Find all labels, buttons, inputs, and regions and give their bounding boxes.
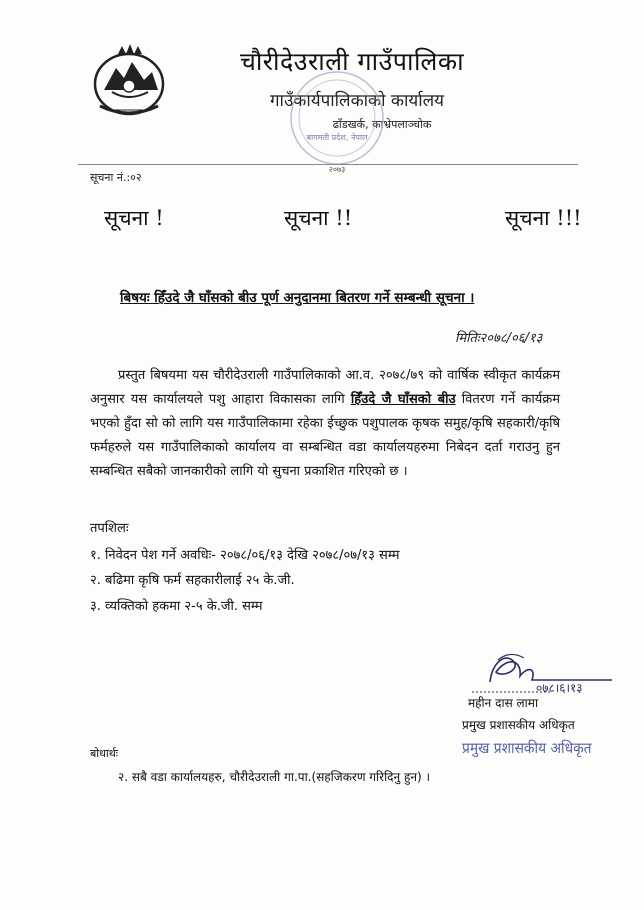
notice-heading-1: सूचना ! bbox=[104, 206, 164, 230]
detail-item-individual-limit: ३. व्यक्तिको हकमा २-५ के.जी. सम्म bbox=[90, 599, 263, 614]
municipality-title: चौरीदेउराली गाउँपालिका bbox=[239, 47, 465, 76]
body-text-part-2: वितरण गर्ने कार्यक्रम भएको हुँदा सो को लागि यस गाउँपालिकामा रहेका ईच्छुक पशुपालक कृषक समुह/कृषि सहकारी/कृषि फर्महरुले यस गाउँपालिकाको कार्यालय वा सम्बन्धित वडा कार्यालयहरुमा निबेदन दर्ता गराउनु हुन सम्बन्धित सबैको जानकारीको लागि यो सुचना प्रकाशित गरिएको छ । bbox=[90, 392, 560, 479]
office-seal-stamp bbox=[262, 68, 412, 178]
body-text-part-1: प्रस्तुत बिषयमा यस चौरीदेउराली गाउँपालिकाको आ.व. २०७८/७९ को वार्षिक स्वीकृत कार्यक्रम अनुसार यस कार्यालयले पशु आहारा विकासका लागि bbox=[90, 368, 560, 407]
detail-item-application-period: १. निवेदन पेश गर्ने अवधिः- २०७८/०६/१३ देखि २०७८/०७/१३ सम्म bbox=[90, 548, 400, 563]
body-highlight: हिँउदे जै घाँसको बीउ bbox=[350, 392, 456, 407]
notice-body bbox=[90, 364, 560, 484]
cc-label: बोधार्थः bbox=[90, 747, 118, 760]
signer-name: महीन दास लामा bbox=[468, 696, 539, 710]
notice-heading-2: सूचना !! bbox=[284, 206, 353, 230]
detail-item-cooperative-limit: २. बढिमा कृषि फर्म सहकारीलाई २५ के.जी. bbox=[90, 573, 295, 588]
signature-date: ०७८।६।१३ bbox=[536, 681, 583, 695]
notice-date: मितिः२०७८/०६/१३ bbox=[455, 331, 543, 346]
notice-heading-3: सूचना !!! bbox=[505, 206, 582, 230]
seal-text: बागमती प्रदेश, नेपाल bbox=[306, 133, 368, 142]
header-divider bbox=[78, 164, 578, 165]
handwritten-signature bbox=[462, 642, 622, 702]
office-subtitle: गाउँकार्यपालिकाको कार्यालय bbox=[269, 91, 445, 111]
seal-year: २०७३ bbox=[328, 165, 346, 174]
designation-stamp: प्रमुख प्रशासकीय अधिकृत bbox=[462, 739, 592, 757]
notice-number: सूचना नं.:०२ bbox=[90, 171, 142, 184]
details-label: तपशिलः bbox=[90, 521, 129, 536]
cc-item: २. सबै वडा कार्यालयहरु, चौरीदेउराली गा.पा.(सहजिकरण गरिदिनु हुन) । bbox=[118, 770, 431, 784]
office-address: ढाँडखर्क, काभ्रेपलाञ्चोक bbox=[332, 118, 432, 131]
notice-subject: बिषयः हिँउदे जै घाँसको बीउ पूर्ण अनुदानमा बितरण गर्ने सम्बन्धी सूचना । bbox=[120, 290, 475, 306]
signer-title: प्रमुख प्रशासकीय अधिकृत bbox=[462, 718, 575, 732]
